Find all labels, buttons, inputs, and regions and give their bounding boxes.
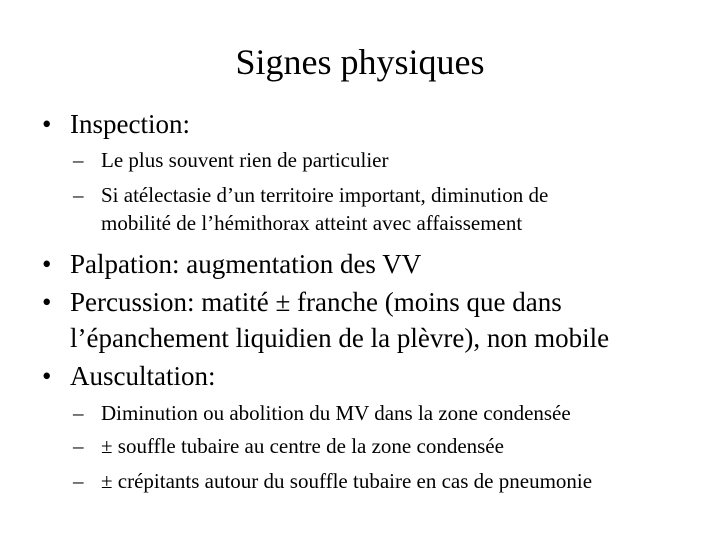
- sub-item-inspection-2-line2: mobilité de l’hémithorax atteint avec affaissement: [101, 211, 523, 235]
- sub-marker: –: [73, 148, 84, 172]
- slide-title: Signes physiques: [235, 42, 485, 82]
- sub-marker: –: [73, 434, 84, 458]
- sub-item-auscultation-2: ± souffle tubaire au centre de la zone condensée: [101, 434, 504, 458]
- bullet-marker: •: [42, 109, 52, 139]
- bullet-inspection: Inspection:: [70, 109, 190, 139]
- bullet-percussion-line1: Percussion: matité ± franche (moins que dans: [70, 287, 562, 317]
- bullet-percussion-line2: l’épanchement liquidien de la plèvre), non mobile: [70, 323, 610, 353]
- sub-marker: –: [73, 183, 84, 207]
- sub-item-auscultation-3: ± crépitants autour du souffle tubaire en cas de pneumonie: [101, 469, 593, 493]
- bullet-auscultation: Auscultation:: [70, 361, 216, 391]
- bullet-palpation: Palpation: augmentation des VV: [70, 249, 422, 279]
- sub-marker: –: [73, 469, 84, 493]
- bullet-marker: •: [42, 287, 52, 317]
- bullet-marker: •: [42, 249, 52, 279]
- sub-item-auscultation-1: Diminution ou abolition du MV dans la zone condensée: [101, 401, 571, 425]
- bullet-marker: •: [42, 361, 52, 391]
- sub-item-inspection-2-line1: Si atélectasie d’un territoire important, diminution de: [101, 183, 549, 207]
- sub-marker: –: [73, 401, 84, 425]
- sub-item-inspection-1: Le plus souvent rien de particulier: [101, 148, 389, 172]
